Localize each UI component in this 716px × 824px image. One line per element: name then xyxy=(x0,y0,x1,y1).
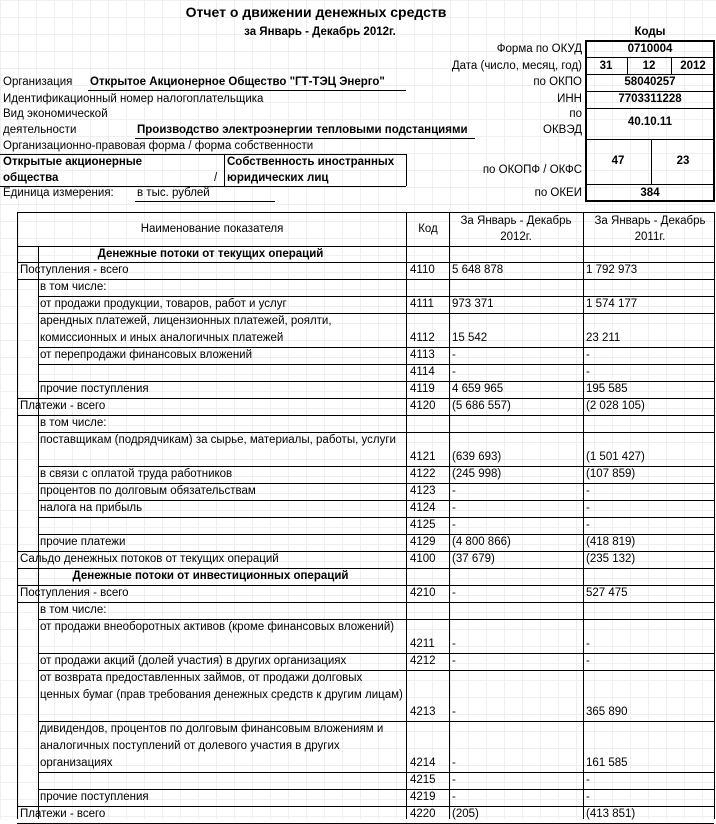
row-value-previous: - xyxy=(586,519,590,531)
okei-label: по ОКЕИ xyxy=(534,187,582,199)
row-value-current: (639 693) xyxy=(452,451,502,463)
table-row xyxy=(0,517,716,534)
ownership-1: Собственность иностранных xyxy=(227,156,395,168)
row-value-current: (5 686 557) xyxy=(452,400,511,412)
legal-form-2: общества xyxy=(3,172,59,184)
col-header-code: Код xyxy=(418,223,438,235)
row-name: прочие поступления xyxy=(40,383,149,395)
inn-value: 7703311228 xyxy=(618,93,682,105)
row-code: 4100 xyxy=(410,553,436,565)
row-value-current: 5 648 878 xyxy=(452,264,504,276)
table-row xyxy=(0,483,716,500)
row-value-previous: (1 501 427) xyxy=(586,451,645,463)
row-value-current: - xyxy=(452,519,456,531)
row-name: от продажи акций (долей участия) в других организациях xyxy=(40,655,347,667)
table-row xyxy=(0,670,716,721)
table-row xyxy=(0,653,716,670)
inn-label: Идентификационный номер налогоплательщика xyxy=(3,93,264,105)
okpo-value: 58040257 xyxy=(624,76,676,88)
row-code: 4121 xyxy=(410,451,436,463)
table-row xyxy=(0,466,716,483)
table-row xyxy=(0,534,716,551)
row-value-current: - xyxy=(452,655,456,667)
table-row xyxy=(0,806,716,823)
okpo-label: по ОКПО xyxy=(533,76,582,88)
row-value-previous: 161 585 xyxy=(586,757,628,769)
row-code: 4113 xyxy=(410,349,435,361)
row-name: прочие поступления xyxy=(40,791,149,803)
row-code: 4214 xyxy=(410,757,436,769)
row-value-current: - xyxy=(452,587,456,599)
table-row xyxy=(0,415,716,432)
row-code: 4112 xyxy=(410,332,435,344)
row-name: арендных платежей, лицензионных платежей, роялти, комиссионных и иных аналогичных платежей xyxy=(40,315,332,344)
table-row xyxy=(0,602,716,619)
row-name: Поступления - всего xyxy=(20,587,129,599)
activity-label-2: деятельности xyxy=(3,124,77,136)
row-code: 4220 xyxy=(410,808,436,820)
unit-label: Единица измерения: xyxy=(3,187,114,199)
table-row xyxy=(0,772,716,789)
okei-value: 384 xyxy=(640,187,660,199)
codes-header: Коды xyxy=(634,26,666,38)
row-value-current: (205) xyxy=(452,808,479,820)
okved-label-2: ОКВЭД xyxy=(543,124,582,136)
okved-value: 40.10.11 xyxy=(627,116,673,128)
row-value-current: 15 542 xyxy=(452,332,488,344)
row-value-current: (245 998) xyxy=(452,468,502,480)
row-value-previous: (235 132) xyxy=(586,553,636,565)
row-name: Денежные потоки от инвестиционных операций xyxy=(72,570,349,582)
activity-value: Производство электроэнергии тепловыми подстанциями xyxy=(137,124,468,136)
row-value-current: 973 371 xyxy=(452,298,494,310)
row-value-previous: 1 574 177 xyxy=(586,298,638,310)
okved-label-1: по xyxy=(569,108,582,120)
table-row xyxy=(0,296,716,313)
row-value-current: - xyxy=(452,638,456,650)
row-code: 4212 xyxy=(410,655,436,667)
row-code: 4129 xyxy=(410,536,436,548)
row-name: от продажи внеоборотных активов (кроме финансовых вложений) xyxy=(40,621,395,633)
ownership-2: юридических лиц xyxy=(227,172,329,184)
row-value-current: - xyxy=(452,706,456,718)
legal-slash: / xyxy=(214,172,218,184)
row-value-previous: (107 859) xyxy=(586,468,636,480)
row-name: от возврата предоставленных займов, от продажи долговых ценных бумаг (прав требования денежных средств к другим лицам) xyxy=(40,672,403,701)
row-code: 4215 xyxy=(410,774,436,786)
row-value-current: - xyxy=(452,774,456,786)
table-row xyxy=(0,262,716,279)
date-year: 2012 xyxy=(680,60,706,72)
row-name: Платежи - всего xyxy=(20,400,106,412)
row-name: дивидендов, процентов по долговым финансовым вложениям и аналогичных поступлений от долевого участия в других организациях xyxy=(40,723,384,769)
col-header-prev-1: За Январь - Декабрь xyxy=(594,215,706,227)
report-title: Отчет о движении денежных средств xyxy=(185,4,447,20)
col-header-name: Наименование показателя xyxy=(140,223,284,235)
row-value-previous: - xyxy=(586,366,590,378)
row-value-previous: 1 792 973 xyxy=(586,264,638,276)
row-value-current: (37 679) xyxy=(452,553,495,565)
row-code: 4123 xyxy=(410,485,436,497)
row-value-current: - xyxy=(452,757,456,769)
table-row xyxy=(0,313,716,347)
row-code: 4111 xyxy=(410,298,434,310)
row-value-previous: - xyxy=(586,485,590,497)
date-day: 31 xyxy=(599,60,613,72)
row-code: 4219 xyxy=(410,791,436,803)
row-value-previous: (2 028 105) xyxy=(586,400,645,412)
table-row xyxy=(0,432,716,466)
row-value-current: - xyxy=(452,791,456,803)
table-row xyxy=(0,500,716,517)
row-value-previous: 527 475 xyxy=(586,587,628,599)
inn-short: ИНН xyxy=(557,93,582,105)
table-row xyxy=(0,619,716,653)
table-row xyxy=(0,568,716,585)
table-row xyxy=(0,789,716,806)
row-code: 4120 xyxy=(410,400,436,412)
row-value-previous: 195 585 xyxy=(586,383,628,395)
table-row xyxy=(0,585,716,602)
row-value-current: (4 800 866) xyxy=(452,536,511,548)
row-code: 4211 xyxy=(410,638,435,650)
table-row xyxy=(0,279,716,296)
table-row xyxy=(0,721,716,772)
row-code: 4125 xyxy=(410,519,436,531)
activity-label-1: Вид экономической xyxy=(3,108,108,120)
row-code: 4114 xyxy=(410,366,435,378)
col-header-prev-2: 2011г. xyxy=(634,231,666,243)
row-value-current: - xyxy=(452,485,456,497)
row-name: в том числе: xyxy=(40,604,107,616)
col-header-cur-2: 2012г. xyxy=(500,231,532,243)
okopf-value: 47 xyxy=(611,155,625,167)
date-label: Дата (число, месяц, год) xyxy=(451,60,582,72)
row-code: 4213 xyxy=(410,706,436,718)
row-name: Платежи - всего xyxy=(20,808,106,820)
table-row xyxy=(0,551,716,568)
table-row xyxy=(0,347,716,364)
legal-form-label: Организационно-правовая форма / форма собственности xyxy=(3,140,314,152)
row-name: в том числе: xyxy=(40,281,107,293)
row-code: 4210 xyxy=(410,587,436,599)
row-code: 4110 xyxy=(410,264,435,276)
table-row xyxy=(0,246,716,262)
row-code: 4122 xyxy=(410,468,436,480)
legal-form-1: Открытые акционерные xyxy=(3,156,143,168)
row-name: поставщикам (подрядчикам) за сырье, материалы, работы, услуги xyxy=(40,434,396,446)
row-value-current: - xyxy=(452,349,456,361)
org-label: Организация xyxy=(3,76,73,88)
row-value-previous: (418 819) xyxy=(586,536,636,548)
row-value-previous: - xyxy=(586,502,590,514)
org-name: Открытое Акционерное Общество "ГТ-ТЭЦ Энерго" xyxy=(90,76,385,88)
okopf-label: по ОКОПФ / ОКФС xyxy=(482,164,582,176)
row-value-previous: 365 890 xyxy=(586,706,628,718)
row-name: Денежные потоки от текущих операций xyxy=(97,248,324,260)
row-value-current: - xyxy=(452,366,456,378)
date-month: 12 xyxy=(642,60,656,72)
row-value-previous: - xyxy=(586,791,590,803)
row-name: от перепродажи финансовых вложений xyxy=(40,349,253,361)
report-period: за Январь - Декабрь 2012г. xyxy=(244,26,396,38)
okud-label: Форма по ОКУД xyxy=(496,43,582,55)
row-value-previous: - xyxy=(586,638,590,650)
row-name: в том числе: xyxy=(40,417,107,429)
row-code: 4124 xyxy=(410,502,436,514)
table-row xyxy=(0,381,716,398)
table-row xyxy=(0,364,716,381)
row-code: 4119 xyxy=(410,383,435,395)
row-name: от продажи продукции, товаров, работ и услуг xyxy=(40,298,287,310)
row-name: Сальдо денежных потоков от текущих операций xyxy=(20,553,279,565)
row-name: налога на прибыль xyxy=(40,502,143,514)
row-name: в связи с оплатой труда работников xyxy=(40,468,233,480)
row-value-previous: - xyxy=(586,349,590,361)
row-value-previous: - xyxy=(586,655,590,667)
row-name: процентов по долговым обязательствам xyxy=(40,485,256,497)
row-value-previous: 23 211 xyxy=(586,332,621,344)
row-name: прочие платежи xyxy=(40,536,126,548)
table-row xyxy=(0,398,716,415)
row-value-current: - xyxy=(452,502,456,514)
row-value-previous: (413 851) xyxy=(586,808,636,820)
row-name: Поступления - всего xyxy=(20,264,129,276)
okfs-value: 23 xyxy=(676,155,690,167)
row-value-current: 4 659 965 xyxy=(452,383,504,395)
unit-value: в тыс. рублей xyxy=(137,187,210,199)
row-value-previous: - xyxy=(586,774,590,786)
col-header-cur-1: За Январь - Декабрь xyxy=(460,215,572,227)
okud-value: 0710004 xyxy=(627,43,673,55)
